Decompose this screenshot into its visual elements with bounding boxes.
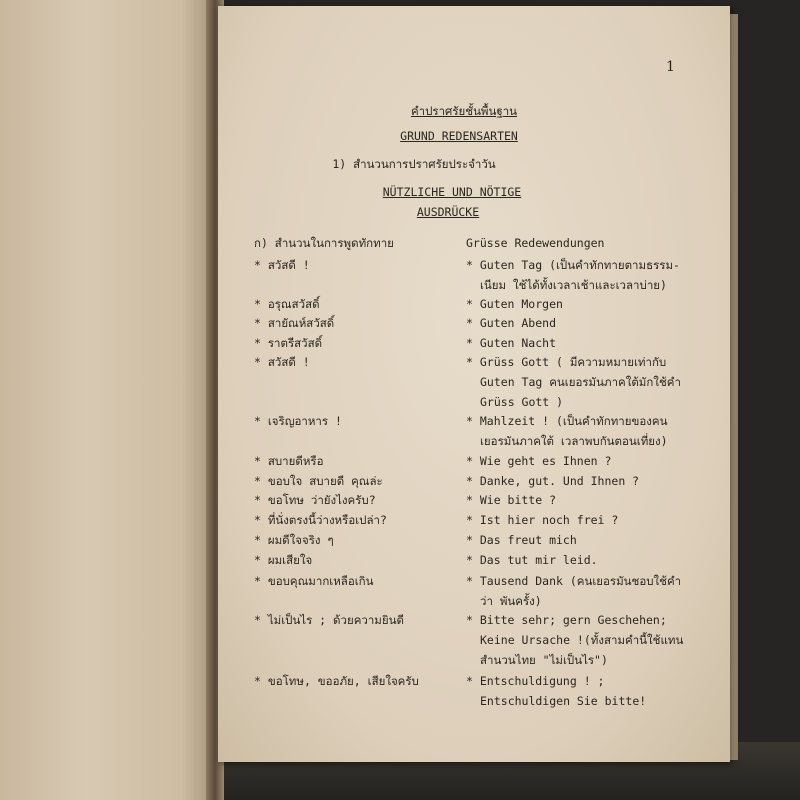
german-phrase-line: * Wie geht es Ihnen ? xyxy=(466,454,612,468)
german-phrase-line: * Ist hier noch frei ? xyxy=(466,513,619,527)
thai-phrase: * ขอโทษ, ขออภัย, เสียใจครับ xyxy=(254,674,419,688)
german-phrase-line: * Guten Tag (เป็นคำทักทายตามธรรม- xyxy=(466,258,680,272)
german-phrase-line: สำนวนไทย "ไม่เป็นไร") xyxy=(480,653,608,667)
german-phrase-line: Entschuldigen Sie bitte! xyxy=(480,694,647,708)
german-phrase-line: * Guten Abend xyxy=(466,316,557,330)
thai-phrase: * ที่นั่งตรงนี้ว่างหรือเปล่า? xyxy=(254,513,387,527)
german-phrase-line: * Grüss Gott ( มีความหมายเท่ากับ xyxy=(466,355,667,369)
thai-phrase: * ขอบใจ สบายดี คุณล่ะ xyxy=(254,474,383,488)
german-phrase-line: Grüss Gott ) xyxy=(480,395,564,409)
thai-phrase: * สบายดีหรือ xyxy=(254,454,324,468)
german-phrase-line: * Bitte sehr; gern Geschehen; xyxy=(466,613,667,627)
section-heading: 1) สำนวนการปราศรัยประจำวัน xyxy=(332,157,496,171)
section-german-line2: AUSDRÜCKE xyxy=(416,205,480,219)
thai-phrase: * ราตรีสวัสดิ์ xyxy=(254,336,323,350)
column-heading-thai: ก) สำนวนในการพูดทักทาย xyxy=(254,236,394,250)
german-phrase-line: * Wie bitte ? xyxy=(466,493,557,507)
german-phrase-line: * Danke, gut. Und Ihnen ? xyxy=(466,474,640,488)
german-phrase-line: เยอรมันภาคใต้ เวลาพบกันตอนเที่ยง) xyxy=(480,434,668,448)
german-phrase-line: * Entschuldigung ! ; xyxy=(466,674,605,688)
thai-phrase: * ผมดีใจจริง ๆ xyxy=(254,533,334,547)
thai-phrase: * เจริญอาหาร ! xyxy=(254,414,342,428)
thai-phrase: * สายัณห์สวัสดิ์ xyxy=(254,316,335,330)
german-phrase-line: Keine Ursache !(ทั้งสามคำนี้ใช้แทน xyxy=(480,633,684,647)
page-edge xyxy=(730,14,738,760)
german-phrase-line: เนียม ใช้ได้ทั้งเวลาเช้าและเวลาบ่าย) xyxy=(480,278,667,292)
german-phrase-line: * Tausend Dank (คนเยอรมันชอบใช้คำ xyxy=(466,574,682,588)
title-german: GRUND REDENSARTEN xyxy=(400,129,518,143)
thai-phrase: * ไม่เป็นไร ; ด้วยความยินดี xyxy=(254,613,404,627)
german-phrase-line: Guten Tag คนเยอรมันภาคใต้มักใช้คำ xyxy=(480,375,681,389)
left-page xyxy=(0,0,214,800)
thai-phrase: * ขอโทษ ว่ายังไงครับ? xyxy=(254,493,376,507)
page-number: 1 xyxy=(666,59,675,75)
thai-phrase: * อรุณสวัสดิ์ xyxy=(254,297,320,311)
title-thai: คำปราศรัยชั้นพื้นฐาน xyxy=(410,104,518,118)
thai-phrase: * สวัสดี ! xyxy=(254,258,310,272)
column-heading-german: Grüsse Redewendungen xyxy=(466,236,605,250)
thai-phrase: * ขอบคุณมากเหลือเกิน xyxy=(254,574,374,588)
thai-phrase: * ผมเสียใจ xyxy=(254,553,313,567)
section-german-line1: NÜTZLICHE UND NÖTIGE xyxy=(382,185,522,199)
german-phrase-line: * Guten Nacht xyxy=(466,336,557,350)
thai-phrase: * สวัสดี ! xyxy=(254,355,310,369)
german-phrase-line: * Mahlzeit ! (เป็นคำทักทายของคน xyxy=(466,414,668,428)
german-phrase-line: * Das freut mich xyxy=(466,533,577,547)
german-phrase-line: * Guten Morgen xyxy=(466,297,563,311)
german-phrase-line: * Das tut mir leid. xyxy=(466,553,598,567)
german-phrase-line: ว่า พันครั้ง) xyxy=(480,594,542,608)
